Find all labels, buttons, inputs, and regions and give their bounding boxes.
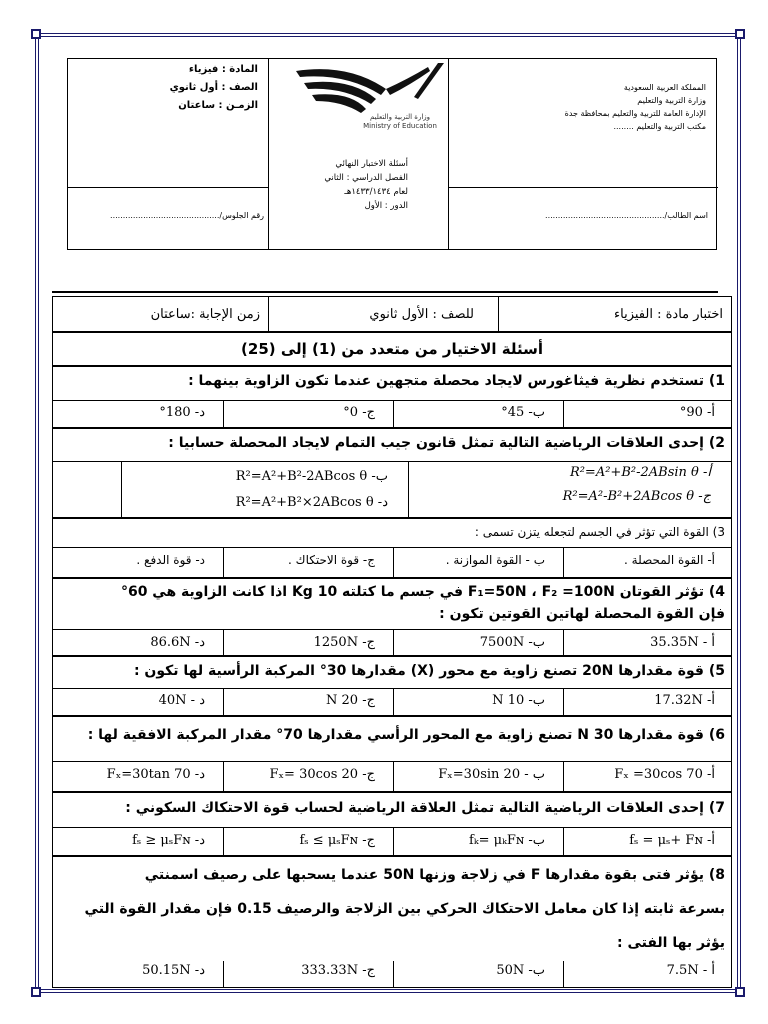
option-a[interactable]: أ- Fₓ =30cos 70 [614, 767, 715, 782]
option-a[interactable]: أ- fₛ = μₛ+ Fɴ [629, 833, 715, 848]
option-a[interactable]: أ - 7.5N [666, 963, 715, 978]
round-label: الدور : الأول [364, 201, 408, 211]
header-separator [52, 291, 718, 293]
question-4 [52, 578, 732, 656]
question-6 [52, 716, 732, 792]
option-d[interactable]: د- قوة الدفع . [136, 553, 205, 567]
option-c[interactable]: ج- قوة الاحتكاك . [288, 553, 375, 567]
question-text: 7) إحدى العلاقات الرياضية التالية تمثل العلاقة الرياضية لحساب قوة الاحتكاك السكوني : [125, 800, 725, 816]
section-title-box [52, 332, 732, 366]
border-corner [735, 29, 745, 39]
option-a[interactable]: أ - 35.35N [650, 635, 715, 650]
option-a[interactable]: أ- R²=A²+B²-2ABsin θ [569, 465, 711, 480]
option-b[interactable]: ب- 45° [501, 405, 545, 420]
seat-number-field[interactable]: رقم الجلوس/........................................... [110, 211, 264, 220]
border-corner [31, 987, 41, 997]
exam-header [67, 58, 717, 250]
question-text-line3: يؤثر بها الفتى : [617, 935, 725, 951]
logo-text-ar: وزارة التربية والتعليم [369, 113, 431, 121]
border-corner [735, 987, 745, 997]
info-bar [52, 296, 732, 332]
option-a[interactable]: أ- 17.32N [654, 693, 715, 708]
section-title: أسئلة الاختيار من متعدد من (1) إلى (25) [241, 340, 543, 358]
option-a[interactable]: أ- 90° [679, 405, 715, 420]
question-3 [52, 518, 732, 578]
exam-title: أسئلة الاختبار النهائي [335, 159, 408, 169]
student-name-field[interactable]: اسم الطالب/............................................... [545, 211, 708, 220]
option-c[interactable]: ج- Fₓ= 30cos 20 [269, 767, 375, 782]
subject-label: المادة : فيزياء [188, 64, 258, 75]
option-c[interactable]: ج- 20 N [326, 693, 375, 708]
question-text: 5) قوة مقدارها 20N تصنع زاوية مع محور (X) مقدارها 30° المركبة الرأسية لها تكون : [133, 663, 725, 679]
option-b[interactable]: ب- fₖ= μₖFɴ [469, 833, 545, 848]
option-d[interactable]: د - 40N [158, 693, 205, 708]
option-b[interactable]: ب- R²=A²+B²-2ABcos θ [235, 469, 388, 484]
question-text: 6) قوة مقدارها 30 N تصنع زاوية مع المحور الرأسي مقدارها 70° مقدار المركبة الافقية لها : [87, 727, 725, 743]
office-label: مكتب التربية والتعليم ........ [613, 122, 706, 131]
info-grade: للصف : الأول ثانوي [369, 306, 474, 322]
question-text-line2: بسرعة ثابته إذا كان معامل الاحتكاك الحركي بين الزلاجة والرصيف 0.15 فإن مقدار القوة التي [84, 901, 725, 917]
question-text: 1) تستخدم نظرية فيثاغورس لايجاد محصلة متجهين عندما تكون الزاوية بينهما : [188, 373, 725, 389]
logo-text-en: Ministry of Education [363, 122, 437, 130]
question-5 [52, 656, 732, 716]
option-d[interactable]: د- Fₓ=30tan 70 [106, 767, 205, 782]
option-c[interactable]: ج- 333.33N [301, 963, 375, 978]
option-b[interactable]: ب- 10 N [492, 693, 545, 708]
option-b[interactable]: ب- 7500N [479, 635, 545, 650]
option-b[interactable]: ب- 50N [496, 963, 545, 978]
info-subject: اختبار مادة : الفيزياء [614, 306, 723, 322]
ministry-label: وزارة التربية والتعليم [637, 96, 706, 105]
kingdom-label: المملكة العربية السعودية [623, 83, 706, 92]
option-d[interactable]: د- R²=A²+B²×2ABcos θ [235, 495, 388, 510]
option-c[interactable]: ج- 1250N [313, 635, 375, 650]
logo-column [268, 59, 448, 249]
option-d[interactable]: د- 180° [159, 405, 205, 420]
time-label: الزمـن : ساعتان [178, 100, 258, 111]
question-text: 3) القوة التي تؤثر في الجسم لتجعله يتزن تسمى : [474, 525, 725, 539]
year-label: لعام ١٤٣٣/١٤٣٤هـ [344, 187, 408, 197]
question-8 [52, 856, 732, 988]
question-text-line2: فإن القوة المحصلة لهاتين القوتين تكون : [439, 606, 725, 622]
border-corner [31, 29, 41, 39]
option-b[interactable]: ب - القوة الموازنة . [445, 553, 545, 567]
question-2 [52, 428, 732, 518]
option-c[interactable]: ج- fₛ ≤ μₛFɴ [299, 833, 375, 848]
option-d[interactable]: د- 50.15N [142, 963, 205, 978]
question-1 [52, 366, 732, 428]
option-b[interactable]: ب - Fₓ=30sin 20 [438, 767, 545, 782]
option-a[interactable]: أ- القوة المحصلة . [624, 553, 715, 567]
directorate-label: الإدارة العامة للتربية والتعليم بمحافظة جدة [564, 109, 706, 118]
question-text: 4) تؤثر القوتان F₁=50N ، F₂ =100N في جسم ما كتلته 10 Kg اذا كانت الزاوية هي 60° [120, 584, 725, 600]
grade-label: الصف : أول ثانوي [169, 82, 258, 93]
question-text: 2) إحدى العلاقات الرياضية التالية تمثل قانون جيب التمام لايجاد المحصلة حسابيا : [168, 435, 725, 451]
semester-label: الفصل الدراسي : الثاني [324, 173, 408, 183]
info-time: زمن الإجابة :ساعتان [150, 306, 260, 322]
option-d[interactable]: د- 86.6N [150, 635, 205, 650]
option-d[interactable]: د- fₛ ≥ μₛFɴ [132, 833, 205, 848]
subject-info [68, 61, 268, 251]
exam-details [268, 157, 408, 213]
question-7 [52, 792, 732, 856]
option-c[interactable]: ج- R²=A²-B²+2ABcos θ [562, 489, 711, 504]
option-c[interactable]: ج- 0° [343, 405, 375, 420]
question-text: 8) يؤثر فتى بقوة مقدارها F في زلاجة وزنها 50N عندما يسحبها على رصيف اسمنتي [144, 867, 725, 883]
